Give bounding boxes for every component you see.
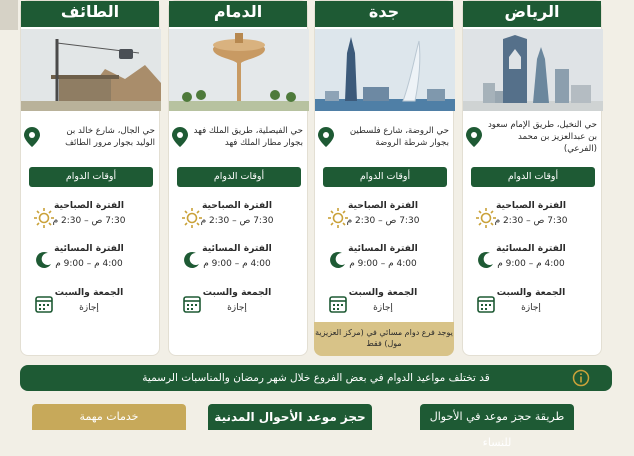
jeddah-evening-note: يوجد فرع دوام مسائي في (مركز العزيزية مول) فقط [314,322,454,356]
location-pin-icon[interactable] [465,126,483,148]
ramadan-notice-bar [20,365,612,391]
civil-booking-button[interactable]: حجز موعد الأحوال المدنية [208,404,372,430]
morning-label: الفترة الصباحية [53,200,125,211]
calendar-icon [181,293,203,315]
dammam-tower-image [169,29,309,111]
hours-title: أوقات الدوام [323,167,447,187]
location-pin-icon[interactable] [171,126,189,148]
calendar-icon [475,293,497,315]
morning-label: الفترة الصباحية [495,200,567,211]
card-city-title: جدة [315,1,453,27]
address-block [171,117,303,157]
weekend-value: إجازة [521,303,541,313]
info-icon [572,369,590,387]
weekend-value: إجازة [373,303,393,313]
moon-icon [327,249,349,271]
evening-label: الفترة المسائية [348,243,418,254]
morning-label: الفترة الصباحية [201,200,273,211]
important-services-button[interactable]: خدمات مهمة [32,404,186,430]
weekend-label: الجمعة والسبت [496,287,566,298]
weekend-label: الجمعة والسبت [202,287,272,298]
sun-icon [475,207,497,229]
morning-value: 7:30 ص – 2:30 م [52,216,126,226]
weekend-value: إجازة [79,303,99,313]
morning-label: الفترة الصباحية [347,200,419,211]
calendar-icon [327,293,349,315]
morning-value: 7:30 ص – 2:30 م [494,216,568,226]
sun-icon [181,207,203,229]
hours-title: أوقات الدوام [29,167,153,187]
moon-icon [33,249,55,271]
card-city-title: الرياض [463,1,601,27]
card-taif [20,0,160,356]
address-block [465,117,597,157]
card-riyadh [462,0,602,356]
evening-label: الفترة المسائية [54,243,124,254]
hours-title: أوقات الدوام [471,167,595,187]
riyadh-skyline-image [463,29,603,111]
sun-icon [33,207,55,229]
moon-icon [475,249,497,271]
evening-value: 4:00 م – 9:00 م [497,259,565,269]
weekend-value: إجازة [227,303,247,313]
address-block [317,117,449,157]
taif-cablecar-image [21,29,161,111]
weekend-label: الجمعة والسبت [54,287,124,298]
calendar-icon [33,293,55,315]
notice-text: قد تختلف مواعيد الدوام في بعض الفروع خلال شهر رمضان والمناسبات الرسمية [142,372,490,384]
address-text: حي النخيل، طريق الإمام سعود بن عبدالعزيز بن محمد (الفرعي) [487,120,597,154]
evening-value: 4:00 م – 9:00 م [203,259,271,269]
card-city-title: الدمام [169,1,307,27]
evening-label: الفترة المسائية [202,243,272,254]
evening-value: 4:00 م – 9:00 م [55,259,123,269]
address-text: حي الجال، شارع خالد بن الوليد بجوار مرور الطائف [65,126,155,148]
weekend-label: الجمعة والسبت [348,287,418,298]
sun-icon [327,207,349,229]
address-text: حي الفيصلية، طريق الملك فهد بجوار مطار الملك فهد [193,126,303,148]
evening-label: الفترة المسائية [496,243,566,254]
address-text: حي الروضة، شارع فلسطين بجوار شرطة الروضة [349,126,449,148]
morning-value: 7:30 ص – 2:30 م [346,216,420,226]
evening-value: 4:00 م – 9:00 م [349,259,417,269]
women-booking-button[interactable]: طريقة حجز موعد في الأحوال للنساء [420,404,574,430]
card-jeddah [314,0,454,356]
address-block [23,117,155,157]
card-dammam [168,0,308,356]
location-pin-icon[interactable] [23,126,41,148]
moon-icon [181,249,203,271]
card-city-title: الطائف [21,1,159,27]
morning-value: 7:30 ص – 2:30 م [200,216,274,226]
location-pin-icon[interactable] [317,126,335,148]
hours-title: أوقات الدوام [177,167,301,187]
jeddah-skyline-image [315,29,455,111]
